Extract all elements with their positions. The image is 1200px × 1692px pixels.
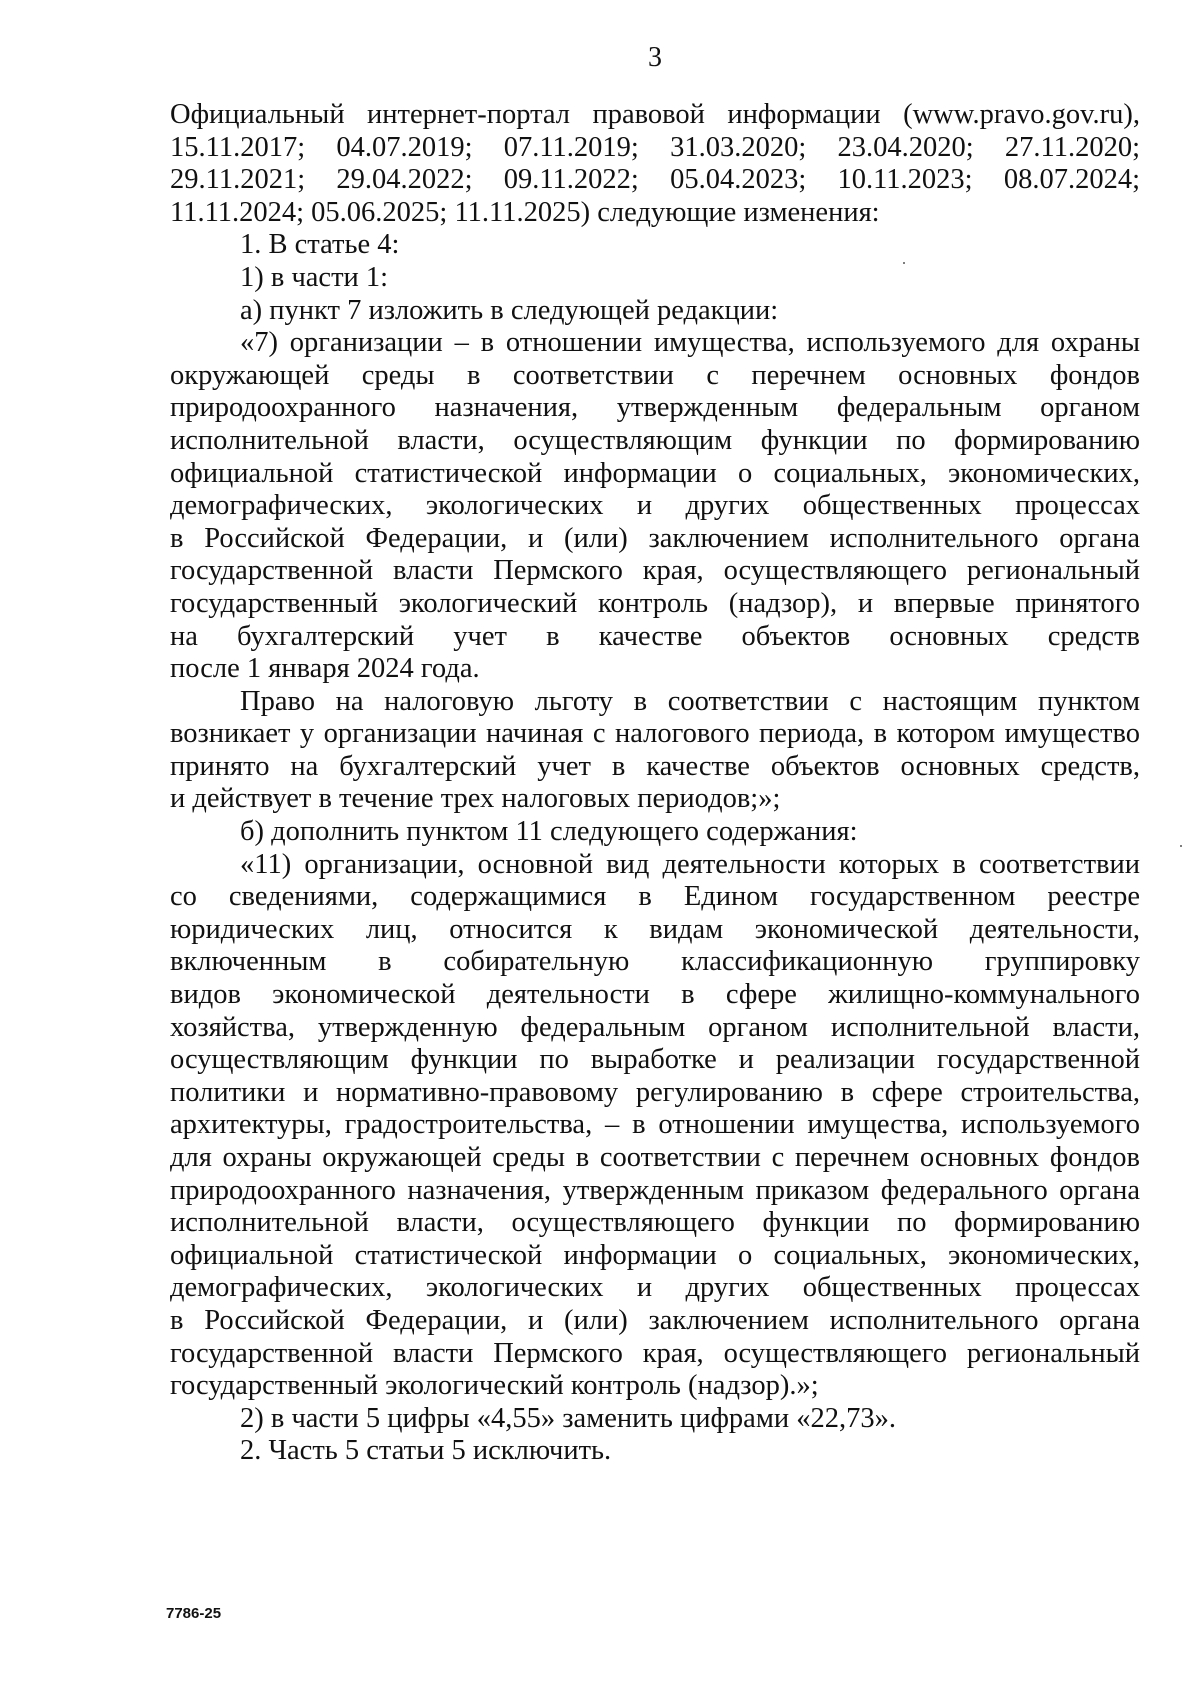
text-line: окружающей среды в соответствии с перечнем основных фондов — [170, 359, 1140, 391]
text-line: а) пункт 7 изложить в следующей редакции: — [240, 294, 779, 326]
text-line: 11.11.2024; 05.06.2025; 11.11.2025) следующие изменения: — [170, 196, 880, 228]
text-line: государственный экологический контроль (надзор).»; — [170, 1370, 819, 1402]
text-line: демографических, экологических и других общественных процессах — [170, 1272, 1140, 1304]
text-line: видов экономической деятельности в сфере жилищно-коммунального — [170, 979, 1140, 1011]
text-line: после 1 января 2024 года. — [170, 653, 480, 685]
text-line: государственный экологический контроль (надзор), и впервые принятого — [170, 587, 1140, 619]
text-line: 1. В статье 4: — [240, 229, 400, 261]
text-line: демографических, экологических и других общественных процессах — [170, 490, 1140, 522]
text-line: возникает у организации начиная с налогового периода, в котором имущество — [170, 718, 1140, 750]
text-line: «11) организации, основной вид деятельности которых в соответствии — [240, 848, 1140, 880]
text-line: исполнительной власти, осуществляющего функции по формированию — [170, 1207, 1140, 1239]
page-number: 3 — [648, 42, 662, 73]
scan-speck — [1180, 845, 1182, 847]
text-line: природоохранного назначения, утвержденным приказом федерального органа — [170, 1174, 1140, 1206]
text-line: 1) в части 1: — [240, 261, 389, 293]
text-line: государственной власти Пермского края, осуществляющего региональный — [170, 1337, 1140, 1369]
text-line: природоохранного назначения, утвержденным федеральным органом — [170, 392, 1140, 424]
text-line: включенным в собирательную классификационную группировку — [170, 946, 1140, 978]
text-line: политики и нормативно-правовому регулированию в сфере строительства, — [170, 1076, 1140, 1108]
text-line: исполнительной власти, осуществляющим функции по формированию — [170, 424, 1140, 456]
text-line: юридических лиц, относится к видам экономической деятельности, — [170, 913, 1140, 945]
text-line: и действует в течение трех налоговых периодов;»; — [170, 783, 781, 815]
text-line: государственной власти Пермского края, осуществляющего региональный — [170, 555, 1140, 587]
text-line: Право на налоговую льготу в соответствии с настоящим пунктом — [240, 685, 1140, 717]
text-line: для охраны окружающей среды в соответствии с перечнем основных фондов — [170, 1142, 1140, 1173]
text-line: официальной статистической информации о социальных, экономических, — [170, 1239, 1140, 1271]
text-line: в Российской Федерации, и (или) заключением исполнительного органа — [170, 522, 1140, 554]
text-line: официальной статистической информации о социальных, экономических, — [170, 457, 1140, 489]
text-line: принято на бухгалтерский учет в качестве объектов основных средств, — [170, 750, 1140, 782]
text-line: 2) в части 5 цифры «4,55» заменить цифрами «22,73». — [240, 1402, 896, 1434]
text-line: 29.11.2021; 29.04.2022; 09.11.2022; 05.04.2023; 10.11.2023; 08.07.2024; — [170, 164, 1140, 196]
text-line: 15.11.2017; 04.07.2019; 07.11.2019; 31.03.2020; 23.04.2020; 27.11.2020; — [170, 131, 1140, 163]
document-body — [170, 99, 1140, 1468]
text-line: осуществляющим функции по выработке и реализации государственной — [170, 1044, 1140, 1076]
text-line: Официальный интернет-портал правовой информации (www.pravo.gov.ru), — [170, 99, 1140, 130]
text-line: 2. Часть 5 статьи 5 исключить. — [240, 1435, 612, 1467]
text-line: «7) организации – в отношении имущества, используемого для охраны — [240, 327, 1140, 359]
text-line: хозяйства, утвержденную федеральным органом исполнительной власти, — [170, 1011, 1140, 1043]
text-line: на бухгалтерский учет в качестве объектов основных средств — [170, 620, 1140, 652]
text-line: в Российской Федерации, и (или) заключением исполнительного органа — [170, 1304, 1140, 1336]
scan-speck — [903, 262, 905, 264]
document-code: 7786-25 — [166, 1605, 222, 1622]
text-line: б) дополнить пунктом 11 следующего содержания: — [240, 816, 858, 848]
text-line: архитектуры, градостроительства, – в отношении имущества, используемого — [170, 1109, 1140, 1141]
text-line: со сведениями, содержащимися в Едином государственном реестре — [170, 881, 1140, 913]
